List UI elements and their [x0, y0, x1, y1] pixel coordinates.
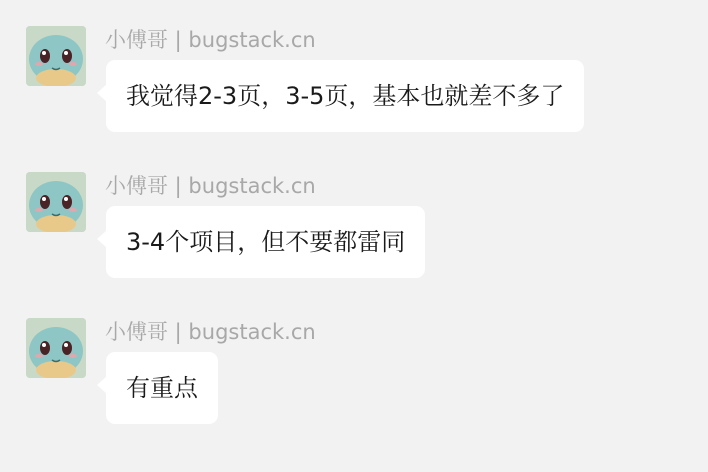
squirtle-avatar-icon[interactable] [26, 172, 86, 232]
message-bubble[interactable]: 3-4个项目，但不要都雷同 [106, 206, 425, 278]
squirtle-avatar-icon[interactable] [26, 26, 86, 86]
message-bubble[interactable]: 我觉得2-3页，3-5页，基本也就差不多了 [106, 60, 584, 132]
sender-name: 小傅哥 | bugstack.cn [105, 320, 316, 344]
squirtle-avatar-icon[interactable] [26, 318, 86, 378]
sender-name: 小傅哥 | bugstack.cn [105, 174, 316, 198]
sender-name: 小傅哥 | bugstack.cn [105, 28, 316, 52]
message-bubble[interactable]: 有重点 [106, 352, 218, 424]
